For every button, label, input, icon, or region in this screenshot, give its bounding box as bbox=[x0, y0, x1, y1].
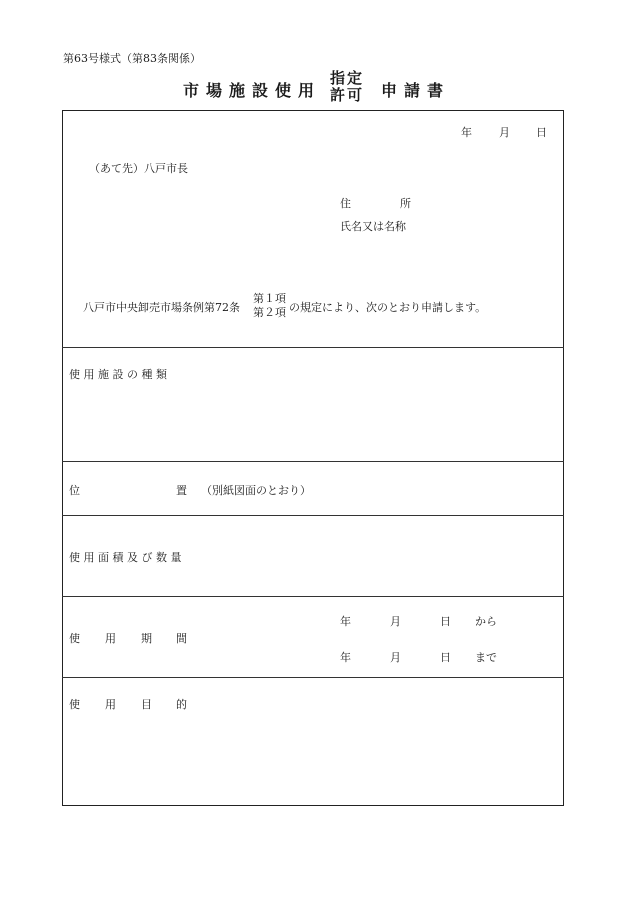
name-label: 氏名又は名称 bbox=[340, 220, 406, 233]
period-label-char: 期 bbox=[141, 632, 152, 645]
purpose-label-char: 目 bbox=[141, 698, 152, 711]
row-divider bbox=[62, 515, 564, 516]
title-alternatives bbox=[330, 70, 364, 104]
date-year-field[interactable]: 年 bbox=[461, 126, 472, 139]
area-quantity-label: 使 用 面 積 及 び 数 量 bbox=[69, 551, 182, 564]
title-alt-permission: 許可 bbox=[330, 86, 365, 104]
addressee: （あて先）八戸市長 bbox=[89, 162, 188, 175]
period-label-char: 用 bbox=[105, 632, 116, 645]
statement-suffix: の規定により、次のとおり申請します。 bbox=[289, 301, 487, 314]
period-from-suffix: から bbox=[475, 615, 497, 628]
form-table bbox=[62, 110, 564, 806]
period-to-day[interactable]: 日 bbox=[440, 651, 451, 664]
location-label-end: 置 bbox=[176, 484, 187, 497]
location-label: 位 bbox=[69, 484, 80, 497]
row-divider bbox=[62, 677, 564, 678]
clause-2: 第２項 bbox=[253, 306, 286, 319]
statement-prefix: 八戸市中央卸売市場条例第72条 bbox=[83, 301, 240, 314]
location-note: （別紙図面のとおり） bbox=[201, 484, 311, 497]
date-month-field[interactable]: 月 bbox=[499, 126, 510, 139]
row-divider bbox=[62, 461, 564, 462]
address-label-end: 所 bbox=[400, 197, 411, 210]
period-to-suffix: まで bbox=[475, 651, 497, 664]
period-from-year[interactable]: 年 bbox=[340, 615, 351, 628]
date-day-field[interactable]: 日 bbox=[536, 126, 547, 139]
row-divider bbox=[62, 596, 564, 597]
period-from-day[interactable]: 日 bbox=[440, 615, 451, 628]
period-to-year[interactable]: 年 bbox=[340, 651, 351, 664]
purpose-label-char: 使 bbox=[69, 698, 80, 711]
form-title-tail: 申請書 bbox=[381, 81, 451, 100]
form-title: 市場施設使用 bbox=[183, 81, 322, 100]
clause-1: 第１項 bbox=[253, 292, 286, 305]
period-to-month[interactable]: 月 bbox=[390, 651, 401, 664]
purpose-label-char: 的 bbox=[176, 698, 187, 711]
form-number: 第63号様式（第83条関係） bbox=[63, 52, 201, 65]
statement-clause-choice bbox=[253, 292, 286, 320]
address-label: 住 bbox=[340, 197, 351, 210]
purpose-label-char: 用 bbox=[105, 698, 116, 711]
title-alt-designation: 指定 bbox=[330, 69, 365, 87]
period-label-char: 間 bbox=[176, 632, 187, 645]
period-from-month[interactable]: 月 bbox=[390, 615, 401, 628]
facility-type-label: 使 用 施 設 の 種 類 bbox=[69, 368, 167, 381]
period-label-char: 使 bbox=[69, 632, 80, 645]
row-divider bbox=[62, 347, 564, 348]
